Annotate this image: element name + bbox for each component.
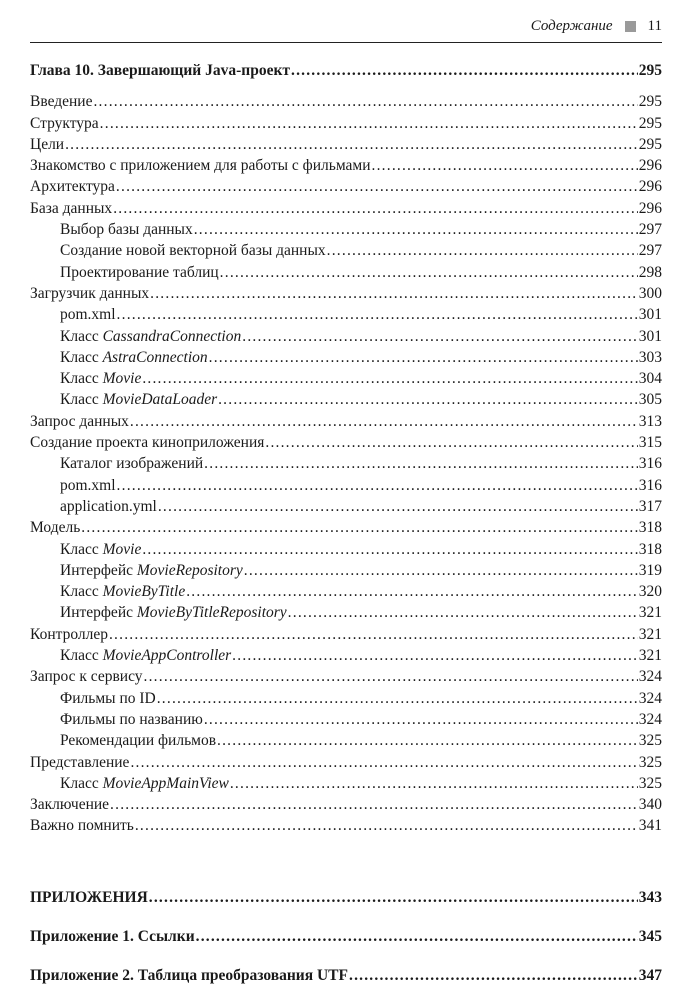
toc-entry-page: 295 <box>638 135 662 153</box>
toc-entry[interactable] <box>30 368 662 389</box>
toc-entry-title: Класс MovieDataLoader <box>60 391 218 409</box>
toc-entry[interactable] <box>30 624 662 645</box>
toc-entry-page: 321 <box>638 625 662 643</box>
toc-entry-title: pom.xml <box>60 476 116 494</box>
dot-leader <box>109 624 638 645</box>
toc-entry-title: Класс MovieAppController <box>60 647 232 665</box>
dot-leader <box>113 198 638 219</box>
toc-entry[interactable] <box>30 155 662 176</box>
dot-leader <box>130 411 638 432</box>
toc-entry-title: pom.xml <box>60 306 116 324</box>
dot-leader <box>117 304 638 325</box>
toc-entry[interactable] <box>30 176 662 197</box>
toc-entry-title: Загрузчик данных <box>30 284 150 302</box>
toc-entry-page: 296 <box>638 199 662 217</box>
dot-leader <box>204 709 638 730</box>
toc-entry[interactable] <box>30 752 662 773</box>
dot-leader <box>117 475 638 496</box>
toc-entry[interactable] <box>30 517 662 538</box>
toc-entry-title: Каталог изображений <box>60 455 204 473</box>
toc-entry[interactable] <box>30 240 662 261</box>
toc-entry[interactable] <box>30 645 662 666</box>
toc-entry-title: Фильмы по названию <box>60 710 203 728</box>
toc-entry-title: Запрос к сервису <box>30 668 143 686</box>
dot-leader <box>142 539 637 560</box>
square-icon <box>625 21 636 32</box>
dot-leader <box>110 794 638 815</box>
dot-leader <box>230 773 638 794</box>
toc-entry-page: 340 <box>638 796 662 814</box>
toc-entry-page: 304 <box>638 370 662 388</box>
toc-entry-page: 324 <box>638 710 662 728</box>
toc-entry-title: Цели <box>30 135 65 153</box>
dot-leader <box>209 347 638 368</box>
appendix-2-entry[interactable] <box>30 965 662 986</box>
toc-entry[interactable] <box>30 709 662 730</box>
toc-entry-page: 318 <box>638 540 662 558</box>
toc-entry[interactable] <box>30 389 662 410</box>
toc-entry[interactable] <box>30 283 662 304</box>
toc-entry[interactable] <box>30 581 662 602</box>
toc-entry-title: Создание проекта киноприложения <box>30 434 265 452</box>
chapter-page: 295 <box>638 62 662 79</box>
toc-entry[interactable] <box>30 475 662 496</box>
toc-entry[interactable] <box>30 688 662 709</box>
dot-leader <box>265 432 637 453</box>
toc-entry-title: Создание новой векторной базы данных <box>60 242 326 260</box>
toc-entry[interactable] <box>30 411 662 432</box>
toc-entry-title: Важно помнить <box>30 817 134 835</box>
dot-leader <box>349 965 638 986</box>
toc-entry-title: Контроллер <box>30 625 108 643</box>
toc-entry-title: Интерфейс MovieByTitleRepository <box>60 604 287 622</box>
appendix-1-title: Приложение 1. Ссылки <box>30 927 195 945</box>
toc-entry-page: 298 <box>638 263 662 281</box>
toc-entry[interactable] <box>30 347 662 368</box>
dot-leader <box>65 134 638 155</box>
toc-entry[interactable] <box>30 730 662 751</box>
toc-entry-page: 301 <box>638 327 662 345</box>
toc-entry-page: 320 <box>638 583 662 601</box>
header-page-number: 11 <box>647 18 662 34</box>
toc-entry-page: 316 <box>638 476 662 494</box>
toc-entry-title: Запрос данных <box>30 412 129 430</box>
toc-entry-page: 315 <box>638 434 662 452</box>
toc-entry-title: Представление <box>30 753 130 771</box>
table-of-contents <box>30 60 662 987</box>
dot-leader <box>244 560 638 581</box>
toc-entry-title: Введение <box>30 93 93 111</box>
toc-entry[interactable] <box>30 219 662 240</box>
toc-entry-title: Интерфейс MovieRepository <box>60 561 243 579</box>
toc-entry-title: Класс Movie <box>60 540 142 558</box>
toc-entry-page: 301 <box>638 306 662 324</box>
dot-leader <box>158 496 638 517</box>
dot-leader <box>327 240 638 261</box>
toc-entry-title: База данных <box>30 199 113 217</box>
toc-entry-page: 296 <box>638 178 662 196</box>
dot-leader <box>194 219 638 240</box>
toc-entry-page: 321 <box>638 647 662 665</box>
dot-leader <box>217 730 638 751</box>
toc-entry-title: Фильмы по ID <box>60 689 156 707</box>
chapter-title: Глава 10. Завершающий Java-проект <box>30 62 290 79</box>
toc-entry-page: 318 <box>638 519 662 537</box>
dot-leader <box>100 113 638 134</box>
toc-entry-page: 324 <box>638 689 662 707</box>
toc-entry-title: Рекомендации фильмов <box>60 732 217 750</box>
toc-entry-page: 319 <box>638 561 662 579</box>
toc-entry[interactable] <box>30 773 662 794</box>
dot-leader <box>149 887 638 908</box>
dot-leader <box>196 926 638 947</box>
toc-entry[interactable] <box>30 794 662 815</box>
toc-entry-page: 297 <box>638 221 662 239</box>
toc-entry-page: 325 <box>638 753 662 771</box>
toc-entry[interactable] <box>30 560 662 581</box>
toc-entry-page: 295 <box>638 114 662 132</box>
appendices-title: ПРИЛОЖЕНИЯ <box>30 888 148 906</box>
dot-leader <box>135 815 638 836</box>
toc-entry-page: 317 <box>638 497 662 515</box>
dot-leader <box>220 262 638 283</box>
toc-entries <box>30 91 662 836</box>
appendix-1-page: 345 <box>638 927 662 945</box>
dot-leader <box>232 645 638 666</box>
appendix-1-entry[interactable] <box>30 926 662 947</box>
chapter-entry[interactable] <box>30 60 662 81</box>
toc-entry-title: Класс AstraConnection <box>60 348 208 366</box>
dot-leader <box>130 752 637 773</box>
toc-entry-page: 297 <box>638 242 662 260</box>
toc-entry-page: 325 <box>638 732 662 750</box>
dot-leader <box>242 326 638 347</box>
toc-entry-title: application.yml <box>60 497 157 515</box>
running-header <box>30 14 662 43</box>
dot-leader <box>93 91 637 112</box>
toc-entry-title: Класс MovieAppMainView <box>60 774 229 792</box>
dot-leader <box>291 60 638 81</box>
toc-entry-page: 341 <box>638 817 662 835</box>
dot-leader <box>150 283 638 304</box>
appendix-2-title: Приложение 2. Таблица преобразования UTF <box>30 967 348 985</box>
toc-entry[interactable] <box>30 304 662 325</box>
appendices-page: 343 <box>638 888 662 906</box>
toc-entry-title: Класс CassandraConnection <box>60 327 242 345</box>
toc-entry-title: Знакомство с приложением для работы с фильмами <box>30 157 371 175</box>
toc-entry[interactable] <box>30 262 662 283</box>
toc-entry[interactable] <box>30 198 662 219</box>
toc-entry[interactable] <box>30 113 662 134</box>
toc-entry-title: Класс Movie <box>60 370 142 388</box>
toc-entry-title: Выбор базы данных <box>60 221 193 239</box>
appendices-entry[interactable] <box>30 887 662 908</box>
dot-leader <box>142 368 637 389</box>
toc-entry[interactable] <box>30 666 662 687</box>
dot-leader <box>81 517 637 538</box>
toc-entry[interactable] <box>30 326 662 347</box>
toc-entry-title: Заключение <box>30 796 110 814</box>
toc-entry[interactable] <box>30 453 662 474</box>
toc-entry[interactable] <box>30 91 662 112</box>
toc-entry-page: 300 <box>638 284 662 302</box>
dot-leader <box>157 688 638 709</box>
toc-entry-page: 321 <box>638 604 662 622</box>
toc-entry-title: Структура <box>30 114 99 132</box>
toc-entry[interactable] <box>30 496 662 517</box>
toc-entry-page: 305 <box>638 391 662 409</box>
toc-entry[interactable] <box>30 602 662 623</box>
header-section-name: Содержание <box>530 18 613 34</box>
toc-entry[interactable] <box>30 539 662 560</box>
toc-entry-title: Класс MovieByTitle <box>60 583 186 601</box>
toc-entry[interactable] <box>30 432 662 453</box>
appendix-2-page: 347 <box>638 967 662 985</box>
dot-leader <box>218 389 638 410</box>
dot-leader <box>116 176 638 197</box>
toc-entry-page: 316 <box>638 455 662 473</box>
toc-entry-page: 324 <box>638 668 662 686</box>
toc-entry-title: Проектирование таблиц <box>60 263 219 281</box>
dot-leader <box>144 666 638 687</box>
toc-entry-title: Архитектура <box>30 178 115 196</box>
toc-entry-page: 303 <box>638 348 662 366</box>
dot-leader <box>372 155 638 176</box>
dot-leader <box>288 602 638 623</box>
toc-entry-page: 325 <box>638 774 662 792</box>
toc-entry[interactable] <box>30 134 662 155</box>
toc-entry-page: 295 <box>638 93 662 111</box>
toc-entry-title: Модель <box>30 519 81 537</box>
toc-entry[interactable] <box>30 815 662 836</box>
toc-entry-page: 296 <box>638 157 662 175</box>
dot-leader <box>204 453 638 474</box>
toc-entry-page: 313 <box>638 412 662 430</box>
dot-leader <box>186 581 638 602</box>
